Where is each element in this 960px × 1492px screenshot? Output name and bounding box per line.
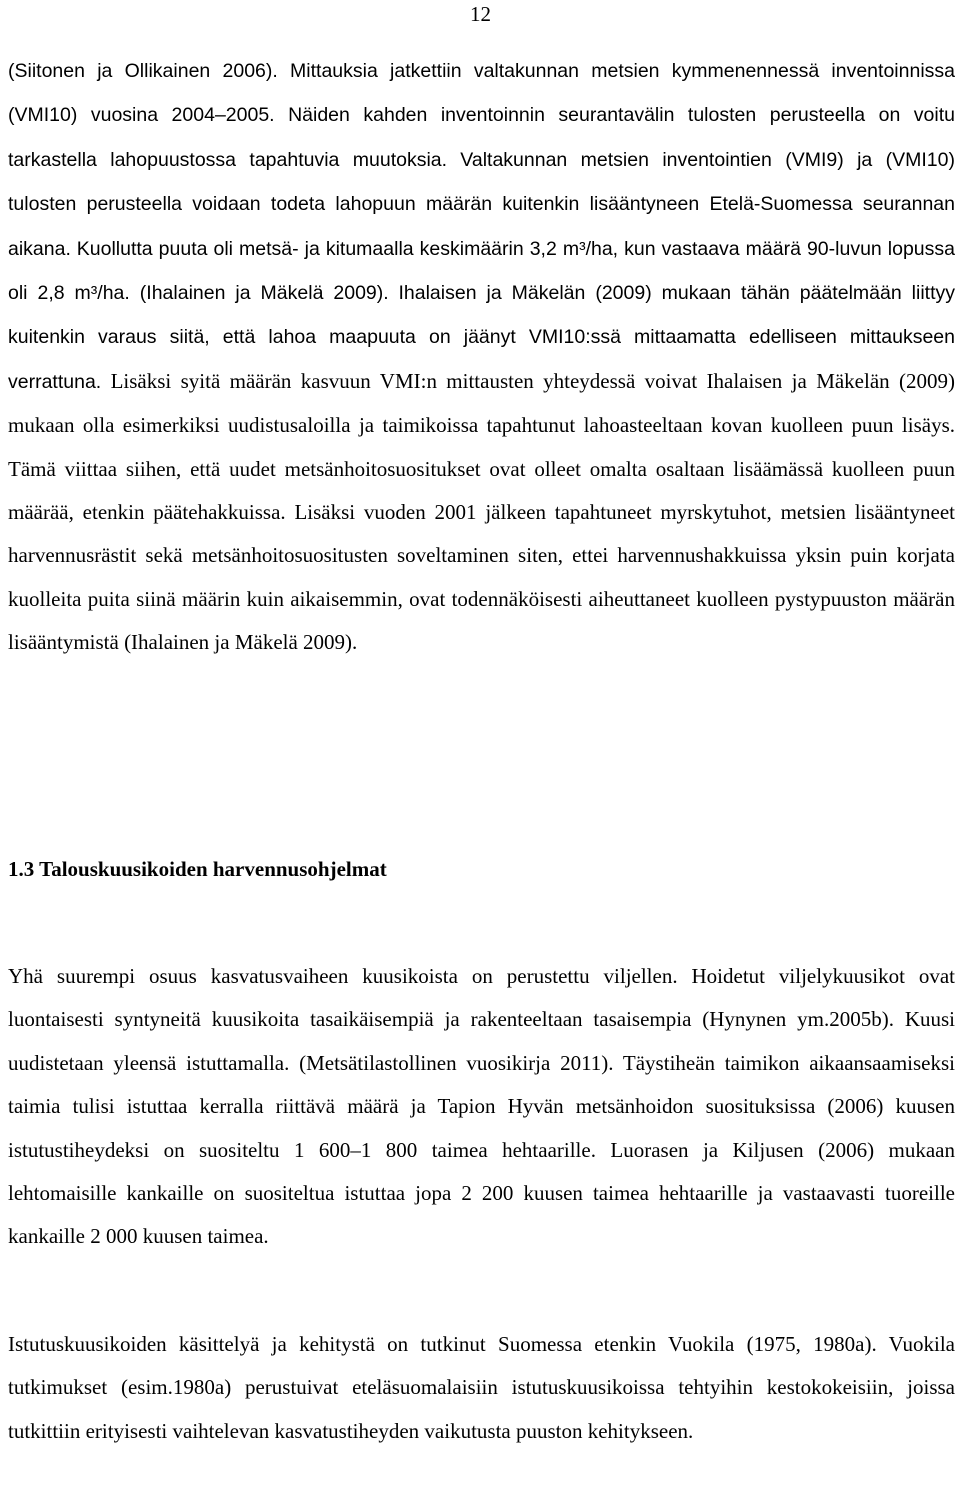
paragraph-deadwood-sentence-1: (Siitonen ja Ollikainen 2006). Mittauksia jatkettiin valtakunnan metsien kymmenennessä inventoinnissa (VMI10) vuosina 2004–2005. Näiden kahden inventoinnin seurantavälin tulosten perusteella on voitu tarkastella lahopuustossa tapahtuvia muutoksia. [8, 60, 955, 171]
paragraph-deadwood-sentence-5: Lisäksi syitä määrän kasvuun VMI:n mittausten yhteydessä voivat Ihalaisen ja Mäkelän (2009) mukaan olla esimerkiksi uudistusaloilla ja taimikoissa tapahtunut lahoasteeltaan kovan kuolleen puun lisäys. Tämä viittaa siihen, että uudet metsänhoitosuositukset ovat olleet omalta osaltaan lisäämässä kuolleen puun määrää, etenkin päätehakkuissa. Lisäksi vuoden 2001 jälkeen tapahtuneet myrskytuhot, metsien lisääntyneet harvennusrästit sekä metsänhoitosuositusten soveltaminen siten, ettei harvennushakkuissa yksin puin korjata kuolleita puita siinä määrin kuin aikaisemmin, ovat todennäköisesti aiheuttaneet kuolleen pystypuuston määrän lisääntymistä (Ihalainen ja Mäkelä 2009). [8, 368, 956, 655]
paragraph-vuokila: Istutuskuusikoiden käsittelyä ja kehitystä on tutkinut Suomessa etenkin Vuokila (1975, 1980a). Vuokila tutkimukset (esim.1980a) perustuivat eteläsuomalaisiin istutuskuusikoissa tehtyihin kestokokeisiin, joissa tutkittiin erityisesti vaihtelevan kasvatustiheyden vaikutusta puuston kehitykseen. [8, 1332, 955, 1443]
section-number: 1.3 [8, 857, 35, 881]
page-number: 12 [470, 2, 491, 26]
paragraph-plantations: Yhä suurempi osuus kasvatusvaiheen kuusikoista on perustettu viljellen. Hoidetut viljelykuusikot ovat luontaisesti syntyneitä kuusikoita tasaikäisempiä ja rakenteeltaan tasaisempia (Hynynen ym.2005b). Kuusi uudistetaan yleensä istuttamalla. (Metsätilastollinen vuosikirja 2011). Täystiheän taimikon aikaansaamiseksi taimia tulisi istuttaa kerralla riittävä määrä ja Tapion Hyvän metsänhoidon suosituksissa (2006) kuusen istutustiheydeksi on suositeltu 1 600–1 800 taimea hehtaarille. Luorasen ja Kiljusen (2006) mukaan lehtomaisille kankaille on suositeltua istuttaa jopa 2 200 kuusen taimea hehtaarille ja vastaavasti tuoreille kankaille 2 000 kuusen taimea. [8, 964, 955, 1249]
section-title: Talouskuusikoiden harvennusohjelmat [39, 857, 387, 881]
paragraph-deadwood [8, 49, 955, 665]
paragraph-deadwood-sentence-2: Valtakunnan metsien inventointien (VMI9) ja (VMI10) tulosten perusteella voidaan todeta lahopuun määrän kuitenkin lisääntyneen Etelä-Suomessa seurannan aikana. [8, 148, 955, 260]
paragraph-deadwood-sentence-4: Ihalaisen ja Mäkelän (2009) mukaan tähän päätelmään liittyy kuitenkin varaus siitä, että lahoa maapuuta on jäänyt VMI10:ssä mittaamatta edelliseen mittaukseen verrattuna. [8, 282, 955, 393]
section-heading [8, 854, 387, 884]
paragraph-deadwood-sentence-3: Kuollutta puuta oli metsä- ja kitumaalla keskimäärin 3,2 m³/ha, kun vastaava määrä 90-luvun lopussa oli 2,8 m³/ha. (Ihalainen ja Mäkelä 2009). [8, 237, 956, 305]
